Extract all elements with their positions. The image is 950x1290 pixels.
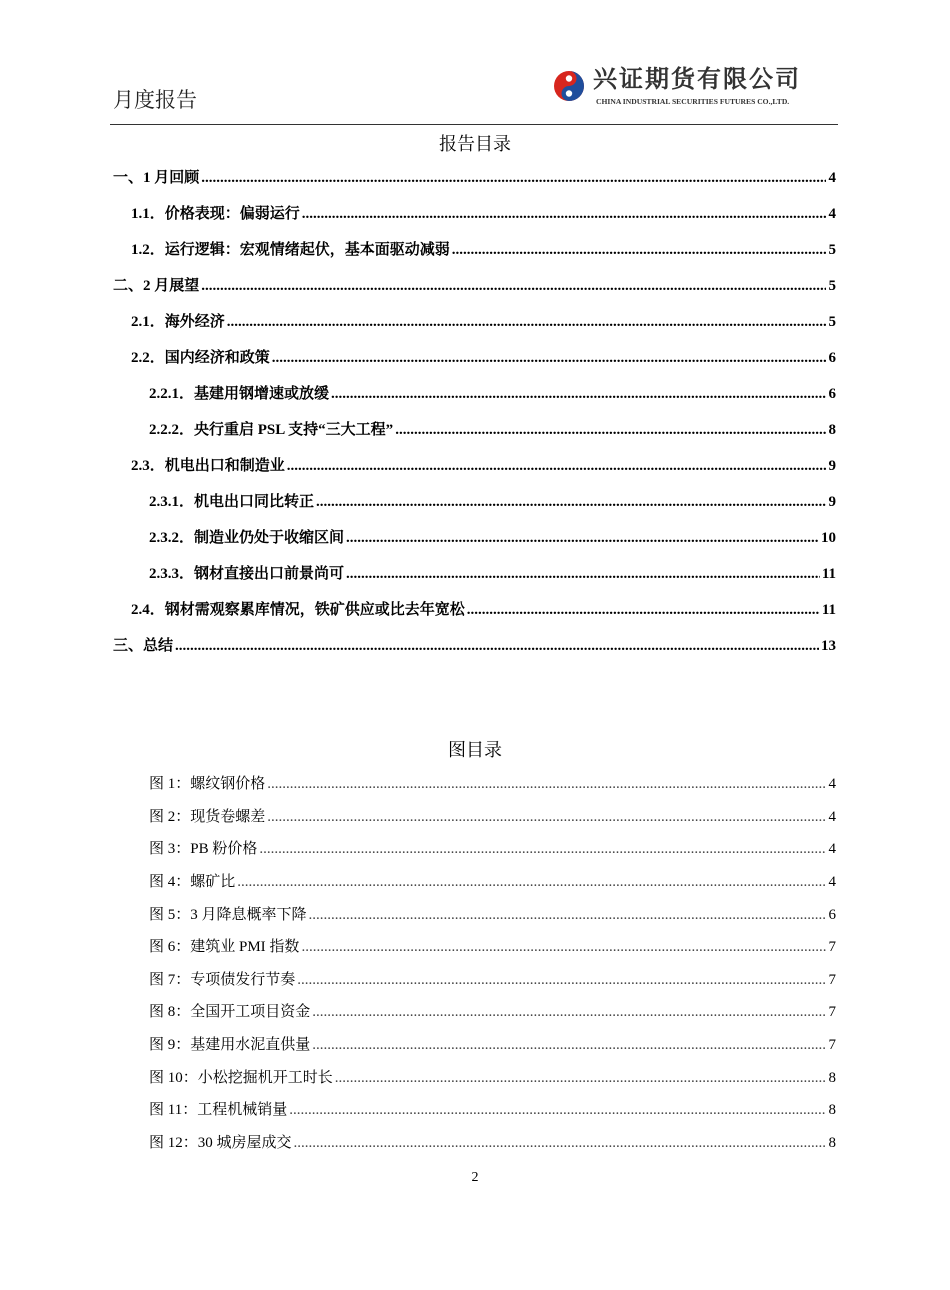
entry-label[interactable]: 2.4．钢材需观察累库情况，铁矿供应或比去年宽松 [131, 602, 465, 618]
toc-entry[interactable] [113, 520, 836, 556]
dot-leader [201, 168, 826, 188]
toc-entry[interactable] [113, 160, 836, 196]
dot-leader [346, 564, 820, 584]
toc-entry[interactable] [113, 412, 836, 448]
entry-label[interactable]: 图 4：螺矿比 [149, 874, 236, 891]
entry-page-number[interactable]: 4 [828, 206, 836, 222]
dot-leader [301, 937, 826, 957]
entry-label[interactable]: 图 2：现货卷螺差 [149, 808, 266, 825]
company-logo [553, 66, 838, 110]
dot-leader [331, 384, 826, 404]
entry-page-number[interactable]: 4 [828, 841, 836, 858]
header-divider [110, 124, 838, 125]
figure-entry[interactable] [149, 768, 836, 801]
dot-leader [302, 204, 826, 224]
figure-entry[interactable] [149, 964, 836, 997]
company-logo-icon [553, 70, 585, 102]
entry-page-number[interactable]: 6 [828, 386, 836, 402]
dot-leader [201, 276, 826, 296]
entry-page-number[interactable]: 6 [828, 906, 836, 923]
dot-leader [175, 636, 819, 656]
dot-leader [467, 600, 820, 620]
toc-entry[interactable] [113, 628, 836, 664]
toc-entry[interactable] [113, 376, 836, 412]
entry-page-number[interactable]: 5 [828, 242, 836, 258]
figure-entry[interactable] [149, 866, 836, 899]
figure-list-title: 图目录 [448, 740, 502, 761]
entry-page-number[interactable]: 7 [828, 939, 836, 956]
entry-label[interactable]: 三、总结 [113, 638, 174, 654]
toc-entry[interactable] [113, 484, 836, 520]
entry-label[interactable]: 2.3.3．钢材直接出口前景尚可 [149, 566, 345, 582]
entry-page-number[interactable]: 5 [828, 278, 836, 294]
dot-leader [316, 492, 826, 512]
dot-leader [287, 456, 826, 476]
entry-page-number[interactable]: 7 [828, 1004, 836, 1021]
entry-label[interactable]: 图 11：工程机械销量 [149, 1102, 288, 1119]
entry-label[interactable]: 2.2.1．基建用钢增速或放缓 [149, 386, 330, 402]
toc-entry[interactable] [113, 232, 836, 268]
toc-title: 报告目录 [439, 134, 511, 155]
report-type-header: 月度报告 [113, 88, 197, 112]
figure-entry[interactable] [149, 833, 836, 866]
entry-label[interactable]: 2.1．海外经济 [131, 314, 225, 330]
figure-entry[interactable] [149, 898, 836, 931]
dot-leader [335, 1068, 826, 1088]
entry-label[interactable]: 2.2.2．央行重启 PSL 支持“三大工程” [149, 422, 394, 438]
figure-entry[interactable] [149, 1061, 836, 1094]
entry-page-number[interactable]: 11 [821, 566, 836, 582]
figure-entry[interactable] [149, 1127, 836, 1160]
entry-page-number[interactable]: 4 [828, 170, 836, 186]
entry-page-number[interactable]: 10 [821, 530, 836, 546]
entry-page-number[interactable]: 8 [828, 1134, 836, 1151]
entry-label[interactable]: 图 5：3 月降息概率下降 [149, 906, 307, 923]
dot-leader [289, 1100, 826, 1120]
dot-leader [267, 807, 826, 827]
toc-entry[interactable] [113, 304, 836, 340]
dot-leader [309, 905, 826, 925]
dot-leader [452, 240, 826, 260]
entry-label[interactable]: 2.3.2．制造业仍处于收缩区间 [149, 530, 345, 546]
figure-entry[interactable] [149, 931, 836, 964]
dot-leader [272, 348, 826, 368]
entry-label[interactable]: 图 6：建筑业 PMI 指数 [149, 939, 300, 956]
toc-entry[interactable] [113, 196, 836, 232]
entry-label[interactable]: 2.2．国内经济和政策 [131, 350, 270, 366]
entry-label[interactable]: 图 7：专项债发行节奏 [149, 971, 296, 988]
entry-page-number[interactable]: 7 [828, 1037, 836, 1054]
entry-page-number[interactable]: 6 [828, 350, 836, 366]
table-of-contents [113, 160, 836, 664]
figure-list [149, 768, 836, 1159]
page-number: 2 [471, 1170, 479, 1185]
entry-label[interactable]: 二、2 月展望 [113, 278, 200, 294]
entry-label[interactable]: 1.2．运行逻辑：宏观情绪起伏，基本面驱动减弱 [131, 242, 450, 258]
dot-leader [267, 774, 826, 794]
entry-page-number[interactable]: 13 [821, 638, 836, 654]
entry-label[interactable]: 图 3：PB 粉价格 [149, 841, 258, 858]
toc-entry[interactable] [113, 340, 836, 376]
entry-page-number[interactable]: 7 [828, 971, 836, 988]
dot-leader [259, 839, 826, 859]
figure-entry[interactable] [149, 801, 836, 834]
entry-page-number[interactable]: 9 [828, 494, 836, 510]
toc-entry[interactable] [113, 448, 836, 484]
dot-leader [312, 1035, 826, 1055]
dot-leader [297, 970, 826, 990]
entry-page-number[interactable]: 9 [828, 458, 836, 474]
dot-leader [346, 528, 819, 548]
figure-entry[interactable] [149, 1029, 836, 1062]
figure-entry[interactable] [149, 1094, 836, 1127]
toc-entry[interactable] [113, 268, 836, 304]
toc-entry[interactable] [113, 556, 836, 592]
entry-label[interactable]: 图 9：基建用水泥直供量 [149, 1037, 311, 1054]
entry-page-number[interactable]: 4 [828, 874, 836, 891]
entry-page-number[interactable]: 8 [828, 1102, 836, 1119]
dot-leader [312, 1002, 826, 1022]
dot-leader [227, 312, 826, 332]
dot-leader [294, 1133, 826, 1153]
toc-entry[interactable] [113, 592, 836, 628]
entry-page-number[interactable]: 5 [828, 314, 836, 330]
company-name-en: CHINA INDUSTRIAL SECURITIES FUTURES CO.,LTD. [596, 97, 790, 106]
entry-label[interactable]: 图 12：30 城房屋成交 [149, 1134, 292, 1151]
entry-label[interactable]: 一、1 月回顾 [113, 170, 200, 186]
company-name-cn: 兴证期货有限公司 [593, 65, 801, 93]
dot-leader [237, 872, 826, 892]
entry-label[interactable]: 1.1．价格表现：偏弱运行 [131, 206, 300, 222]
entry-label[interactable]: 图 10：小松挖掘机开工时长 [149, 1069, 333, 1086]
entry-label[interactable]: 2.3．机电出口和制造业 [131, 458, 285, 474]
entry-label[interactable]: 2.3.1．机电出口同比转正 [149, 494, 315, 510]
entry-page-number[interactable]: 8 [828, 1069, 836, 1086]
dot-leader [395, 420, 826, 440]
entry-page-number[interactable]: 11 [821, 602, 836, 618]
entry-label[interactable]: 图 1：螺纹钢价格 [149, 776, 266, 793]
entry-page-number[interactable]: 4 [828, 776, 836, 793]
figure-entry[interactable] [149, 996, 836, 1029]
entry-label[interactable]: 图 8：全国开工项目资金 [149, 1004, 311, 1021]
entry-page-number[interactable]: 8 [828, 422, 836, 438]
entry-page-number[interactable]: 4 [828, 808, 836, 825]
